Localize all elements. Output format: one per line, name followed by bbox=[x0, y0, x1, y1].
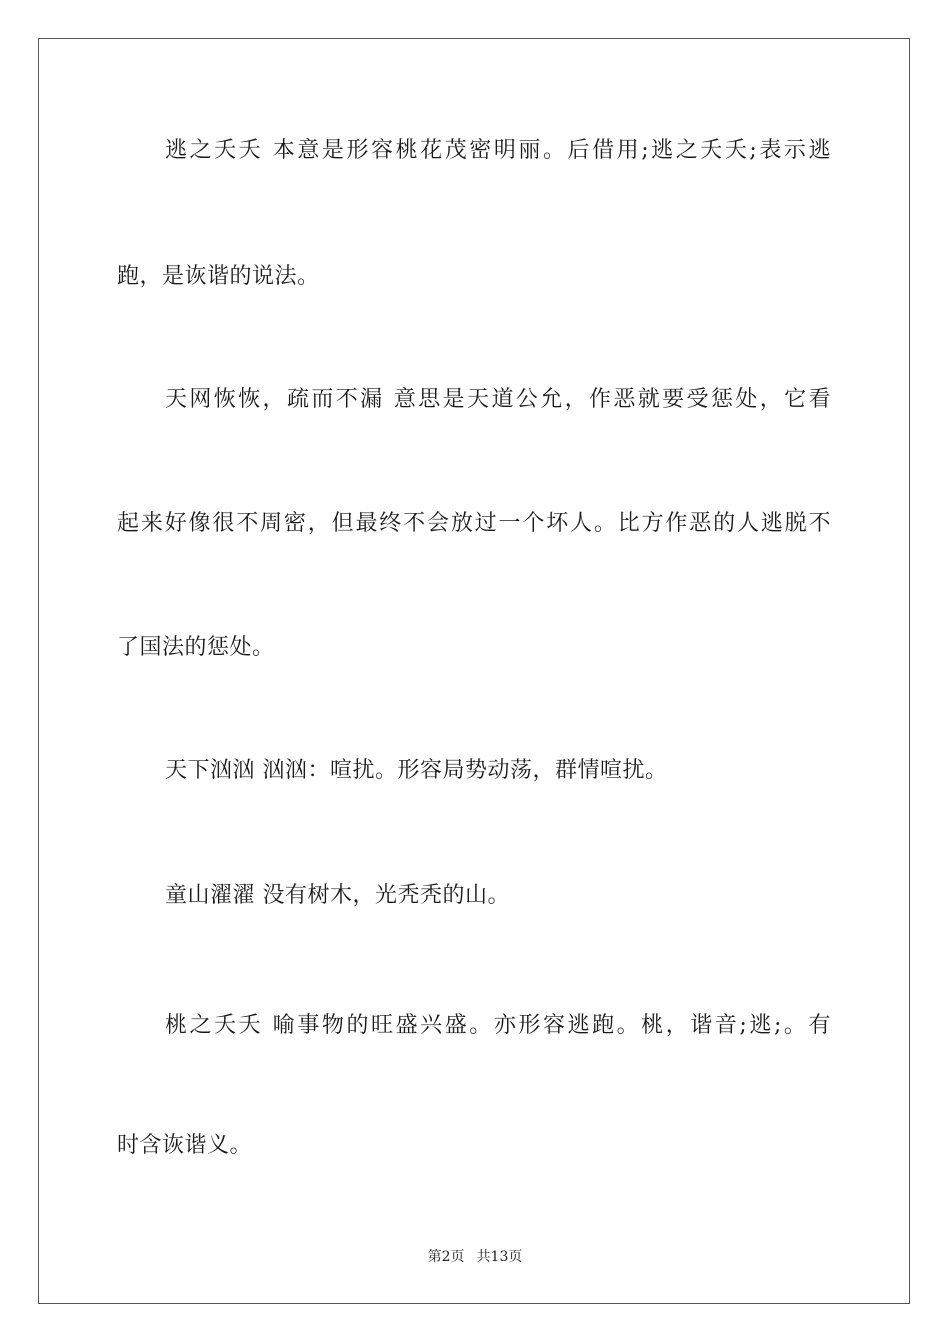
page-footer bbox=[0, 1247, 950, 1267]
paragraph-line: 逃之夭夭 本意是形容桃花茂密明丽。后借用;逃之夭夭;表示逃 bbox=[165, 138, 831, 163]
paragraph-line: 起来好像很不周密，但最终不会放过一个坏人。比方作恶的人逃脱不 bbox=[117, 511, 831, 536]
page-number: 第2页 bbox=[427, 1249, 465, 1265]
paragraph-line: 童山濯濯 没有树木，光秃秃的山。 bbox=[165, 883, 510, 908]
paragraph-line: 天网恢恢，疏而不漏 意思是天道公允，作恶就要受惩处，它看 bbox=[165, 387, 831, 412]
paragraph-line: 桃之夭夭 喻事物的旺盛兴盛。亦形容逃跑。桃，谐音;逃;。有 bbox=[165, 1013, 831, 1038]
paragraph-line: 时含诙谐义。 bbox=[117, 1133, 253, 1158]
paragraph-line: 天下汹汹 汹汹：喧扰。形容局势动荡，群情喧扰。 bbox=[165, 758, 668, 783]
paragraph-line: 跑，是诙谐的说法。 bbox=[117, 264, 320, 289]
page-total: 共13页 bbox=[476, 1249, 523, 1265]
page-border bbox=[38, 38, 910, 1304]
paragraph-line: 了国法的惩处。 bbox=[117, 635, 275, 660]
